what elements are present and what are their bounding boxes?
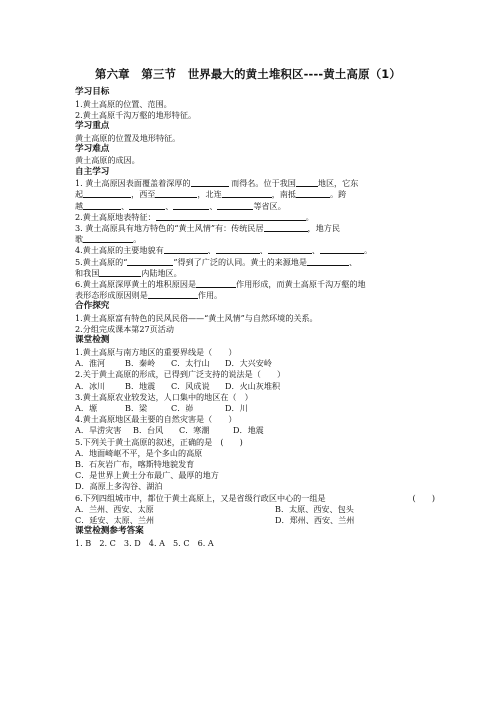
- option-d[interactable]: D．郑州、西安、兰州: [275, 515, 355, 526]
- answer-blank[interactable]: [83, 201, 121, 210]
- answer-blank[interactable]: [296, 178, 318, 187]
- answer-blank[interactable]: [191, 178, 229, 187]
- test-q3-options: [75, 403, 435, 414]
- option-d[interactable]: D．川: [225, 403, 248, 414]
- answer-blank[interactable]: [155, 189, 197, 198]
- self-study-q1-line1: 1. 黄土高原因表面覆盖着深厚的 而得名。位于我国 地区，它东: [75, 178, 359, 189]
- test-q3-stem: 3.黄土高原农业较发达，人口集中的地区在（ ）: [75, 391, 253, 402]
- answer-blank[interactable]: [127, 257, 173, 266]
- key-points-heading: 学习重点: [75, 121, 110, 131]
- option-d[interactable]: D．地震: [233, 425, 264, 436]
- self-study-heading: 自主学习: [75, 166, 110, 177]
- option-a[interactable]: A．地面崎岖不平，是个多山的高原: [75, 447, 203, 458]
- option-a[interactable]: A．旱涝灾害: [75, 425, 122, 436]
- page-title: 第六章 第三节 世界最大的黄土堆积区----黄土高原（1）: [94, 67, 401, 81]
- self-study-q1-line2: 起 ，西至 ，北连 ，南抵 。跨: [75, 189, 347, 200]
- cooperation-heading: 合作探究: [75, 301, 110, 312]
- test-q5-stem: 5.下列关于黄土高原的叙述，正确的是 ( ): [75, 436, 243, 447]
- option-d[interactable]: D．高原上多沟谷、湖泊: [75, 481, 163, 492]
- option-c[interactable]: C．峁: [171, 403, 194, 414]
- self-study-q5-line1: 5.黄土高原的“ ”得到了广泛的认同。黄土的来源地是 、: [75, 256, 358, 267]
- worksheet-content: [75, 87, 435, 549]
- option-b[interactable]: B．太原、西安、包头: [275, 503, 354, 514]
- test-q1-options: [75, 358, 435, 369]
- test-q2-options: [75, 381, 435, 392]
- key-points-text: 黄土高原的位置及地形特征。: [75, 132, 181, 143]
- answer-blank[interactable]: [268, 245, 312, 254]
- test-q6-options-row2: [75, 515, 435, 526]
- difficulty-text: 黄土高原的成因。: [75, 155, 140, 166]
- answer-blank[interactable]: [307, 257, 349, 266]
- test-q4-options: [75, 425, 435, 436]
- self-study-q6-line1: 6.黄土高原深厚黄土的堆积原因是 作用形成，而黄土高原千沟万壑的地: [75, 279, 366, 290]
- test-q6-options-row1: [75, 504, 435, 515]
- answer-blank[interactable]: [296, 189, 330, 198]
- answers-heading: 课堂检测参考答案: [75, 526, 144, 537]
- answer-blank[interactable]: [217, 201, 253, 210]
- objective-item: 2.黄土高原千沟万壑的地形特征。: [75, 109, 197, 120]
- self-study-q3-line1: 3. 黄土高原具有地方特色的“黄土风情”有：传统民居 ，地方民: [75, 223, 340, 233]
- self-study-q1-line3: 越 、 、 、 等省区。: [75, 200, 286, 211]
- answer-blank[interactable]: [264, 223, 308, 232]
- self-study-q2: 2.黄土高原地表特征： 。: [75, 211, 314, 222]
- option-a[interactable]: A．冰川: [75, 380, 106, 391]
- option-a[interactable]: A．淮河: [75, 358, 106, 369]
- option-c[interactable]: C．寒潮: [179, 425, 210, 436]
- option-b[interactable]: B．地震: [125, 380, 156, 391]
- self-study-q4: 4.黄土高原的主要地貌有 、 、 、 。: [75, 245, 373, 256]
- option-c[interactable]: C．延安、太原、兰州: [75, 515, 155, 526]
- test-q1-stem: 1.黄土高原与南方地区的重要界线是（ ）: [75, 347, 237, 358]
- option-d[interactable]: D．大兴安岭: [225, 358, 272, 369]
- option-b[interactable]: B．台风: [133, 425, 164, 436]
- answer-blank[interactable]: [148, 290, 198, 299]
- objectives-heading: 学习目标: [75, 87, 110, 97]
- test-q6-paren: ( ): [412, 492, 435, 503]
- option-a[interactable]: A．塬: [75, 403, 98, 414]
- answer-blank[interactable]: [216, 245, 260, 254]
- option-b[interactable]: B．秦岭: [125, 358, 156, 369]
- cooperation-item: 2.分组完成课本第27页活动: [75, 324, 174, 335]
- answer-blank[interactable]: [83, 234, 133, 243]
- self-study-q6-line2: 表形态形成原因则是 作用。: [75, 290, 223, 301]
- answer-blank[interactable]: [222, 189, 272, 198]
- answer-blank[interactable]: [196, 279, 236, 288]
- difficulty-heading: 学习难点: [75, 143, 110, 154]
- test-q4-stem: 4.黄土高原地区最主要的自然灾害是（ ）: [75, 414, 237, 425]
- self-study-q3-line2: 歌 。: [75, 234, 142, 245]
- cooperation-item: 1.黄土高原富有特色的民风民俗——“黄土风情”与自然环境的关系。: [75, 313, 318, 324]
- self-study-q5-line2: 和我国 内陆地区。: [75, 267, 182, 278]
- answer-blank[interactable]: [99, 268, 141, 277]
- test-q6-stem-row: [75, 493, 435, 504]
- option-b[interactable]: B．石灰岩广布，喀斯特地貌发育: [75, 459, 195, 470]
- option-d[interactable]: D．火山灰堆积: [225, 380, 281, 391]
- objective-item: 1.黄土高原的位置、范围。: [75, 98, 172, 109]
- test-q6-stem: 6.下列四组城市中，都位于黄土高原上，又是省级行政区中心的一组是: [75, 492, 326, 503]
- answers-text: 1. B 2. C 3. D 4. A 5. C 6. A: [75, 537, 214, 548]
- option-b[interactable]: B．梁: [125, 403, 148, 414]
- answer-blank[interactable]: [129, 201, 165, 210]
- option-c[interactable]: C．是世界上黄土分布最广、最厚的地方: [75, 470, 219, 481]
- test-heading: 课堂检测: [75, 335, 110, 346]
- answer-blank[interactable]: [320, 245, 364, 254]
- answer-blank[interactable]: [164, 245, 208, 254]
- option-a[interactable]: A．兰州、西安、太原: [75, 503, 154, 514]
- option-c[interactable]: C．风成说: [171, 380, 210, 391]
- answer-blank[interactable]: [173, 201, 209, 210]
- answer-blank[interactable]: [83, 189, 131, 198]
- test-q2-stem: 2.关于黄土高原的形成，已得到广泛支持的说法是（ ）: [75, 369, 286, 380]
- answer-blank[interactable]: [156, 212, 306, 221]
- option-c[interactable]: C．太行山: [171, 358, 210, 369]
